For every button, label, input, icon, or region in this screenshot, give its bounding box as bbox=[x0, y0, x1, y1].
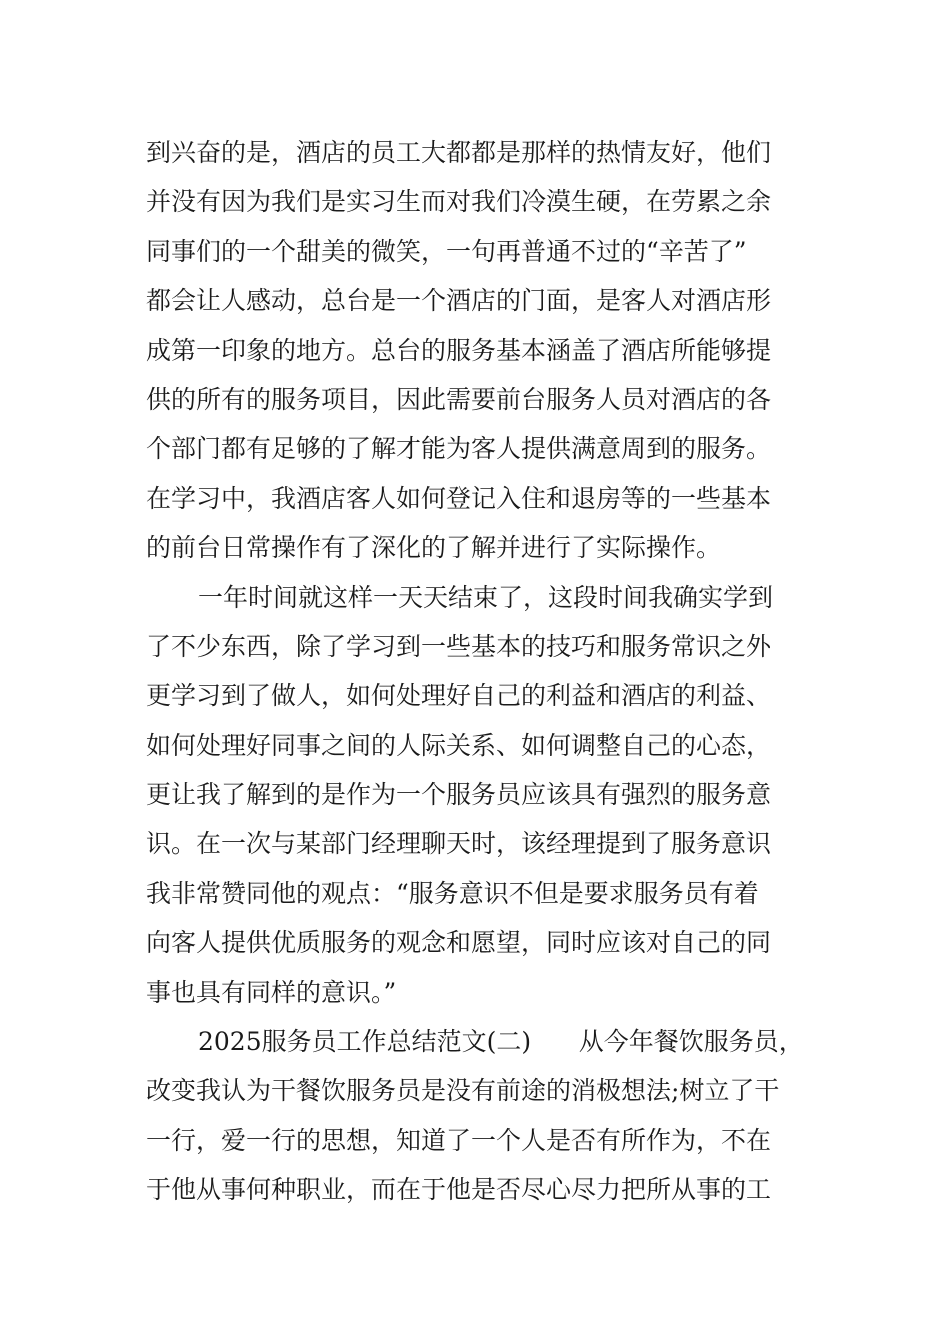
paragraph-1 bbox=[146, 128, 826, 573]
text-line: 同事们的一个甜美的微笑，一句再普通不过的“辛苦了” bbox=[146, 236, 747, 266]
text-line: 供的所有的服务项目，因此需要前台服务人员对酒店的各 bbox=[146, 384, 772, 414]
document-body bbox=[146, 128, 826, 1215]
text-line: 个部门都有足够的了解才能为客人提供满意周到的服务。 bbox=[146, 434, 772, 464]
text-line: 成第一印象的地方。总台的服务基本涵盖了酒店所能够提 bbox=[146, 335, 772, 365]
text-line: 一行，爱一行的思想，知道了一个人是否有所作为，不在 bbox=[146, 1125, 772, 1155]
text-line: 到兴奋的是，酒店的员工大都都是那样的热情友好，他们 bbox=[146, 138, 772, 167]
text-line: 更让我了解到的是作为一个服务员应该具有强烈的服务意 bbox=[146, 780, 772, 810]
text-line: 更学习到了做人，如何处理好自己的利益和酒店的利益、 bbox=[146, 681, 772, 711]
paragraph-3 bbox=[146, 1017, 826, 1215]
text-line: 于他从事何种职业，而在于他是否尽心尽力把所从事的工 bbox=[146, 1175, 772, 1205]
text-line: 一年时间就这样一天天结束了，这段时间我确实学到 bbox=[198, 582, 774, 612]
text-line: 2025服务员工作总结范文(二) 从今年餐饮服务员， bbox=[198, 1027, 804, 1057]
text-line: 在学习中，我酒店客人如何登记入住和退房等的一些基本 bbox=[146, 483, 772, 513]
text-line: 改变我认为干餐饮服务员是没有前途的消极想法;树立了干 bbox=[146, 1076, 780, 1106]
text-line: 了不少东西，除了学习到一些基本的技巧和服务常识之外 bbox=[146, 631, 772, 661]
text-line: 如何处理好同事之间的人际关系、如何调整自己的心态， bbox=[146, 730, 772, 760]
text-line: 识。在一次与某部门经理聊天时，该经理提到了服务意识 bbox=[146, 829, 772, 859]
text-line: 向客人提供优质服务的观念和愿望，同时应该对自己的同 bbox=[146, 928, 772, 958]
text-line: 事也具有同样的意识。” bbox=[146, 977, 397, 1007]
text-line: 都会让人感动，总台是一个酒店的门面，是客人对酒店形 bbox=[146, 286, 772, 316]
text-line: 并没有因为我们是实习生而对我们冷漠生硬，在劳累之余 bbox=[146, 187, 772, 217]
text-line: 我非常赞同他的观点：“服务意识不但是要求服务员有着 bbox=[146, 878, 759, 908]
text-line: 的前台日常操作有了深化的了解并进行了实际操作。 bbox=[146, 533, 722, 563]
paragraph-2 bbox=[146, 573, 826, 1018]
